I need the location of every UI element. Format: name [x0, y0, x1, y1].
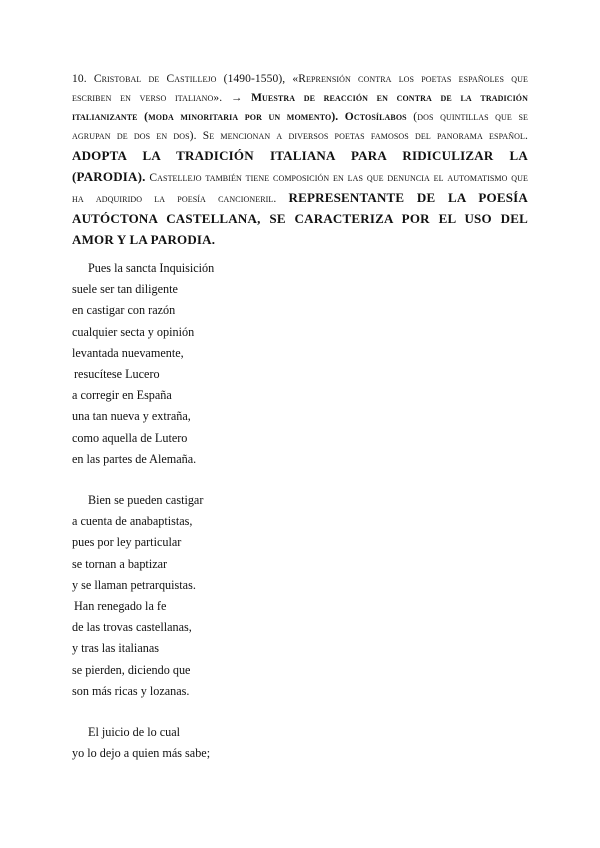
- poem-line: a cuenta de anabaptistas,: [72, 514, 193, 529]
- poem-stanza: [72, 490, 203, 702]
- poem-line: levantada nuevamente,: [72, 345, 184, 360]
- intro-representative-note: REPRESENTANTE DE LA POESÍA AUTÓCTONA CASTELLANA, SE CARACTERIZA POR EL USO DEL AMOR Y LA PARODIA.: [72, 190, 528, 247]
- poem-line: yo lo dejo a quien más sabe;: [72, 746, 211, 761]
- poem-line: una tan nueva y extraña,: [72, 409, 191, 424]
- poem-line: pues por ley particular: [72, 535, 182, 550]
- intro-bold-note: Muestra de reacción en contra de la tradición italianizante (moda minoritaria por un momento). Octosílabos: [72, 92, 528, 123]
- poem-stanza: [72, 258, 214, 470]
- poem-line: Han renegado la fe: [74, 599, 167, 614]
- poem-line: resucítese Lucero: [74, 367, 160, 382]
- poem-stanza: [72, 722, 210, 764]
- poem-line: Bien se pueden castigar: [88, 493, 204, 507]
- intro-cancioneril-note: Castellejo también tiene composición en las que denuncia el automatismo que ha adquirido la poesía cancioneril.: [72, 172, 528, 205]
- intro-meter-note: (dos quintillas que se agrupan de dos en dos). Se mencionan a diversos poetas famosos del panorama español.: [72, 111, 528, 142]
- poem-line: cualquier secta y opinión: [72, 324, 195, 339]
- poem-line: de las trovas castellanas,: [72, 620, 192, 635]
- poem-line: en las partes de Alemaña.: [72, 451, 197, 466]
- intro-parody-note: ADOPTA LA TRADICIÓN ITALIANA PARA RIDICULIZAR LA (PARODIA).: [72, 148, 528, 184]
- intro-heading: 10. Cristobal de Castillejo (1490-1550), «Reprensión contra los poetas españoles que escriben en verso italiano». →: [72, 73, 528, 104]
- poem-line: se pierden, diciendo que: [72, 662, 191, 677]
- poem-line: suele ser tan diligente: [72, 282, 178, 297]
- poem-line: y tras las italianas: [72, 641, 159, 656]
- poem-line: El juicio de lo cual: [88, 725, 181, 739]
- poem-line: son más ricas y lozanas.: [72, 683, 190, 698]
- poem-line: en castigar con razón: [72, 303, 176, 318]
- poem-line: Pues la sancta Inquisición: [88, 261, 215, 275]
- poem-line: como aquella de Lutero: [72, 430, 188, 445]
- poem-line: se tornan a baptizar: [72, 556, 168, 571]
- poem-line: y se llaman petrarquistas.: [72, 577, 196, 592]
- poem-line: a corregir en España: [72, 388, 172, 403]
- intro-paragraph: [72, 70, 528, 251]
